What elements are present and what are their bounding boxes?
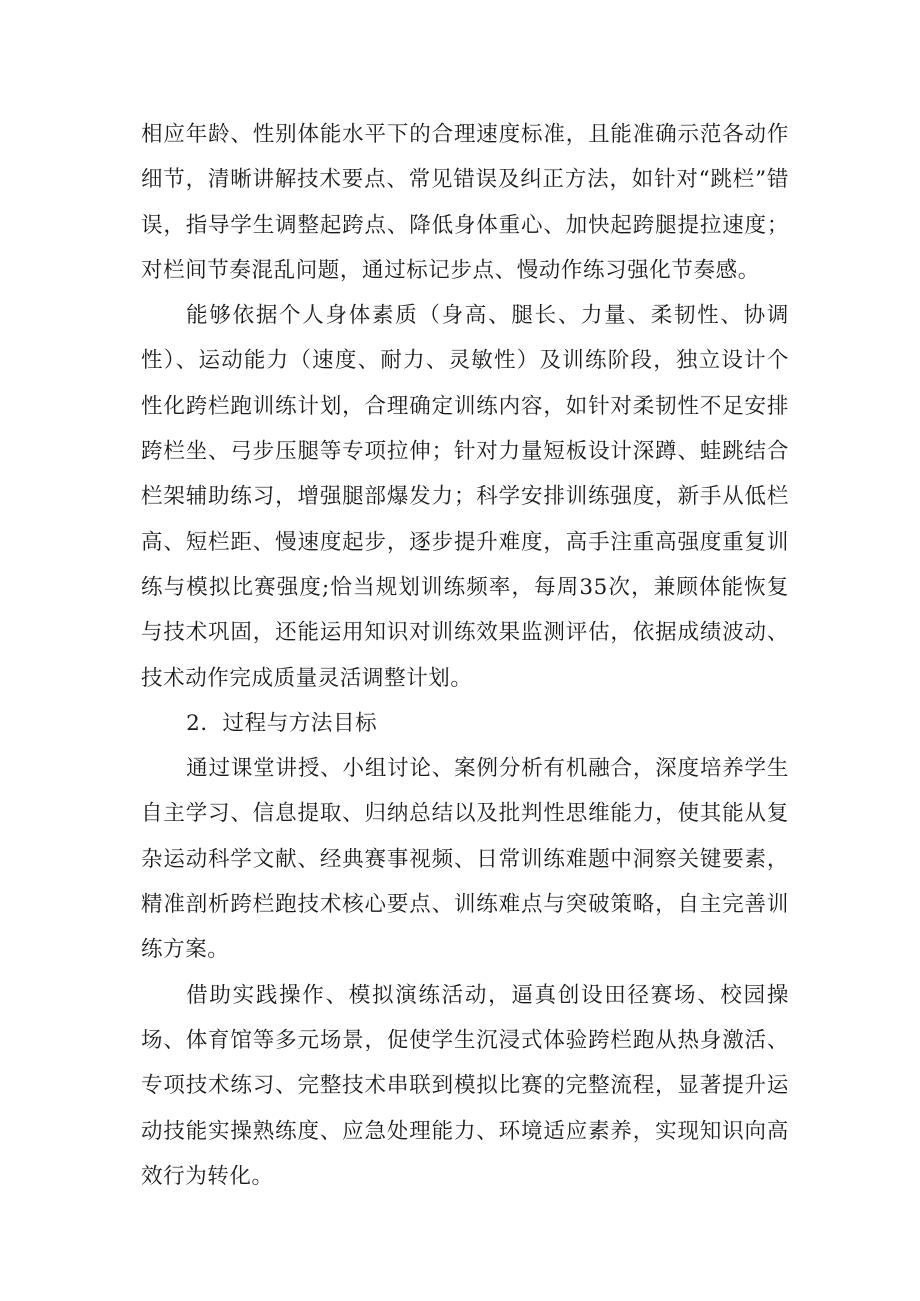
paragraph-classroom-methods: 通过课堂讲授、小组讨论、案例分析有机融合，深度培养学生自主学习、信息提取、归纳总结以及批判性思维能力，使其能从复杂运动科学文献、经典赛事视频、日常训练难题中洞察关键要素，精准剖析跨栏跑技术核心要点、训练难点与突破策略，自主完善训练方案。 (141, 756, 789, 963)
paragraph-practice-simulation: 借助实践操作、模拟演练活动，逼真创设田径赛场、校园操场、体育馆等多元场景，促使学生沉浸式体验跨栏跑从热身激活、专项技术练习、完整技术串联到模拟比赛的完整流程，显著提升运动技能实操熟练度、应急处理能力、环境适应素养，实现知识向高效行为转化。 (141, 982, 789, 1189)
paragraph-continuation: 相应年龄、性别体能水平下的合理速度标准，且能准确示范各动作细节，清晰讲解技术要点、常见错误及纠正方法，如针对“跳栏”错误，指导学生调整起跨点、降低身体重心、加快起跨腿提拉速度；对栏间节奏混乱问题，通过标记步点、慢动作练习强化节奏感。 (141, 122, 789, 283)
section-heading-process-method: 2．过程与方法目标 (186, 710, 378, 736)
paragraph-training-plan: 能够依据个人身体素质（身高、腿长、力量、柔韧性、协调性）、运动能力（速度、耐力、灵敏性）及训练阶段，独立设计个性化跨栏跑训练计划，合理确定训练内容，如针对柔韧性不足安排跨栏坐、弓步压腿等专项拉伸；针对力量短板设计深蹲、蛙跳结合栏架辅助练习，增强腿部爆发力；科学安排训练强度，新手从低栏高、短栏距、慢速度起步，逐步提升难度，高手注重高强度重复训练与模拟比赛强度;恰当规划训练频率，每周35次，兼顾体能恢复与技术巩固，还能运用知识对训练效果监测评估，依据成绩波动、技术动作完成质量灵活调整计划。 (141, 303, 789, 691)
document-body (141, 112, 789, 1199)
